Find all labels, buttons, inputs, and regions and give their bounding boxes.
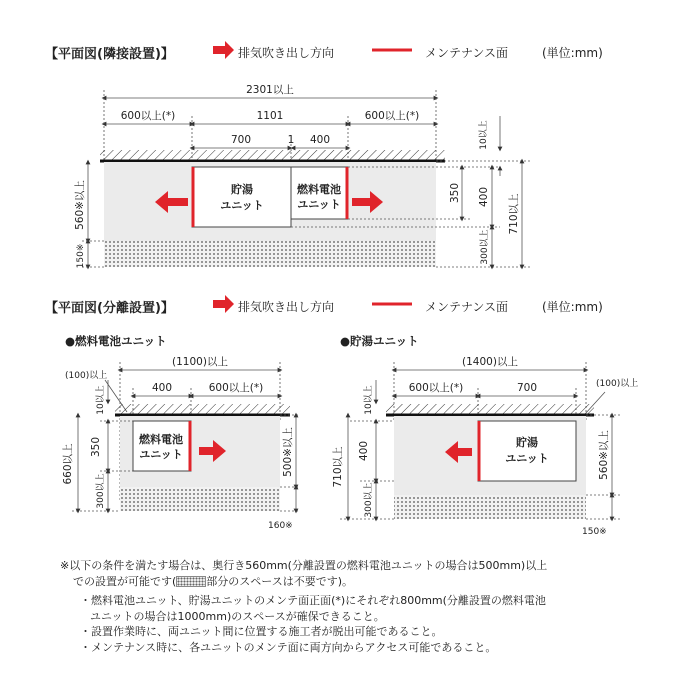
sep-tank-dim-right-front: 150※ xyxy=(582,527,607,537)
sep-fc-label-2: ユニット xyxy=(139,448,183,461)
sep-tank-dim-total-depth: 710以上 xyxy=(332,446,344,488)
note-bullet-1a: ・燃料電池ユニット、貯湯ユニットのメンテ面正面(*)にそれぞれ800mm(分離設置の燃料電池 xyxy=(80,594,546,607)
adj-dim-total: 2301以上 xyxy=(246,84,294,96)
dotted-area-swatch-icon xyxy=(176,576,206,587)
sep-tank-dim-left-clear: 600以上(*) xyxy=(408,382,464,394)
sep-fc-label-1: 燃料電池 xyxy=(139,433,183,446)
adj-dim-fc-width: 400 xyxy=(309,134,331,146)
adj-dim-front-left: 150※ xyxy=(76,243,86,269)
note-line-2 xyxy=(60,574,660,590)
adjacent-legend-exhaust: 排気吹き出し方向 xyxy=(238,46,335,60)
note-line-2b: 部分のスペースは不要です)。 xyxy=(206,574,354,588)
sep-tank-dim-depth: 400 xyxy=(358,440,370,462)
sep-fc-dim-right-clear: 600以上(*) xyxy=(208,382,264,394)
adj-dim-top-clear: 10以上 xyxy=(479,120,489,150)
sep-fc-dotted-area xyxy=(120,487,280,511)
note-bullet-1b: ユニットの場合は1000mm)のスペースが確保できること。 xyxy=(90,609,385,623)
sep-tank-heading: ●貯湯ユニット xyxy=(340,334,419,348)
sep-tank-dotted-area xyxy=(394,495,586,519)
separate-title: 【平面図(分離設置)】 xyxy=(45,301,174,316)
sep-fc-dim-total-depth: 660以上 xyxy=(62,443,74,485)
sep-fc-dim-front: 300以上 xyxy=(96,473,106,509)
adj-dim-tank-width: 700 xyxy=(230,134,252,146)
adj-dim-total-depth: 710以上 xyxy=(508,193,520,235)
separate-legend-exhaust-icon xyxy=(213,295,234,313)
sep-fc-unit xyxy=(133,421,191,471)
sep-tank-dim-total: (1400)以上 xyxy=(462,356,518,368)
sep-tank-label-2: ユニット xyxy=(505,452,549,465)
sep-fc-heading: ●燃料電池ユニット xyxy=(65,334,167,348)
sep-fc-dim-width: 400 xyxy=(151,382,173,394)
sep-tank-wall-hatch xyxy=(386,404,594,415)
adj-dim-gap: 1 xyxy=(287,134,295,146)
sep-fc-dim-right-front: 160※ xyxy=(268,521,293,531)
adj-front-dotted-area xyxy=(104,241,436,267)
separate-unit: (単位:mm) xyxy=(542,300,603,314)
adj-wall-hatch xyxy=(100,150,445,161)
sep-fc-wall-hatch xyxy=(115,404,290,415)
sep-tank-unit xyxy=(478,421,576,481)
sep-fc-dim-top-clear: 10以上 xyxy=(96,385,106,415)
sep-fc-dim-left-clear: (100)以上 xyxy=(65,371,108,381)
sep-tank-dim-width: 700 xyxy=(516,382,538,394)
adj-tank-unit xyxy=(192,167,291,227)
note-bullet-3: ・メンテナンス時に、各ユニットのメンテ面に両方向からアクセス可能であること。 xyxy=(80,640,497,654)
adj-dim-mid-total: 1101 xyxy=(256,110,284,122)
adj-dim-left-clear: 600以上(*) xyxy=(120,110,176,122)
adjacent-unit: (単位:mm) xyxy=(542,46,603,60)
sep-fc-dim-total: (1100)以上 xyxy=(172,356,228,368)
note-line-1: ※以下の条件を満たす場合は、奥行き560mm(分離設置の燃料電池ユニットの場合は500mm)以上 xyxy=(60,559,548,572)
note-line-2a: での設置が可能です( xyxy=(73,574,177,588)
adj-fc-label-1: 燃料電池 xyxy=(297,183,341,196)
notes xyxy=(60,558,660,655)
separate-legend-maintenance: メンテナンス面 xyxy=(425,300,509,314)
adjacent-legend-exhaust-icon xyxy=(213,41,234,59)
adj-tank-label-1: 貯湯 xyxy=(231,183,253,196)
sep-fc-dim-depth: 350 xyxy=(90,436,102,458)
sep-tank-dim-front: 300以上 xyxy=(364,482,374,518)
sep-tank-dim-right-depth: 560※以上 xyxy=(598,430,610,480)
note-bullet-2: ・設置作業時に、両ユニット間に位置する施工者が脱出可能であること。 xyxy=(80,625,443,638)
sep-fc-dim-right-depth: 500※以上 xyxy=(282,427,294,477)
adj-dim-right-clear: 600以上(*) xyxy=(364,110,420,122)
adjacent-legend-maintenance: メンテナンス面 xyxy=(425,46,509,60)
adj-dim-depth-left: 560※以上 xyxy=(74,180,86,230)
separate-legend-exhaust: 排気吹き出し方向 xyxy=(238,300,335,314)
adj-dim-tank-depth: 400 xyxy=(478,186,490,208)
sep-tank-dim-right-clear: (100)以上 xyxy=(596,379,639,389)
adj-fc-label-2: ユニット xyxy=(297,198,341,211)
sep-tank-label-1: 貯湯 xyxy=(516,436,538,449)
adj-dim-fc-depth: 350 xyxy=(449,182,461,204)
adj-tank-label-2: ユニット xyxy=(220,199,264,212)
adj-dim-front-right: 300以上 xyxy=(480,229,490,265)
sep-tank-dim-top-clear: 10以上 xyxy=(364,385,374,415)
adjacent-title: 【平面図(隣接設置)】 xyxy=(45,47,174,62)
